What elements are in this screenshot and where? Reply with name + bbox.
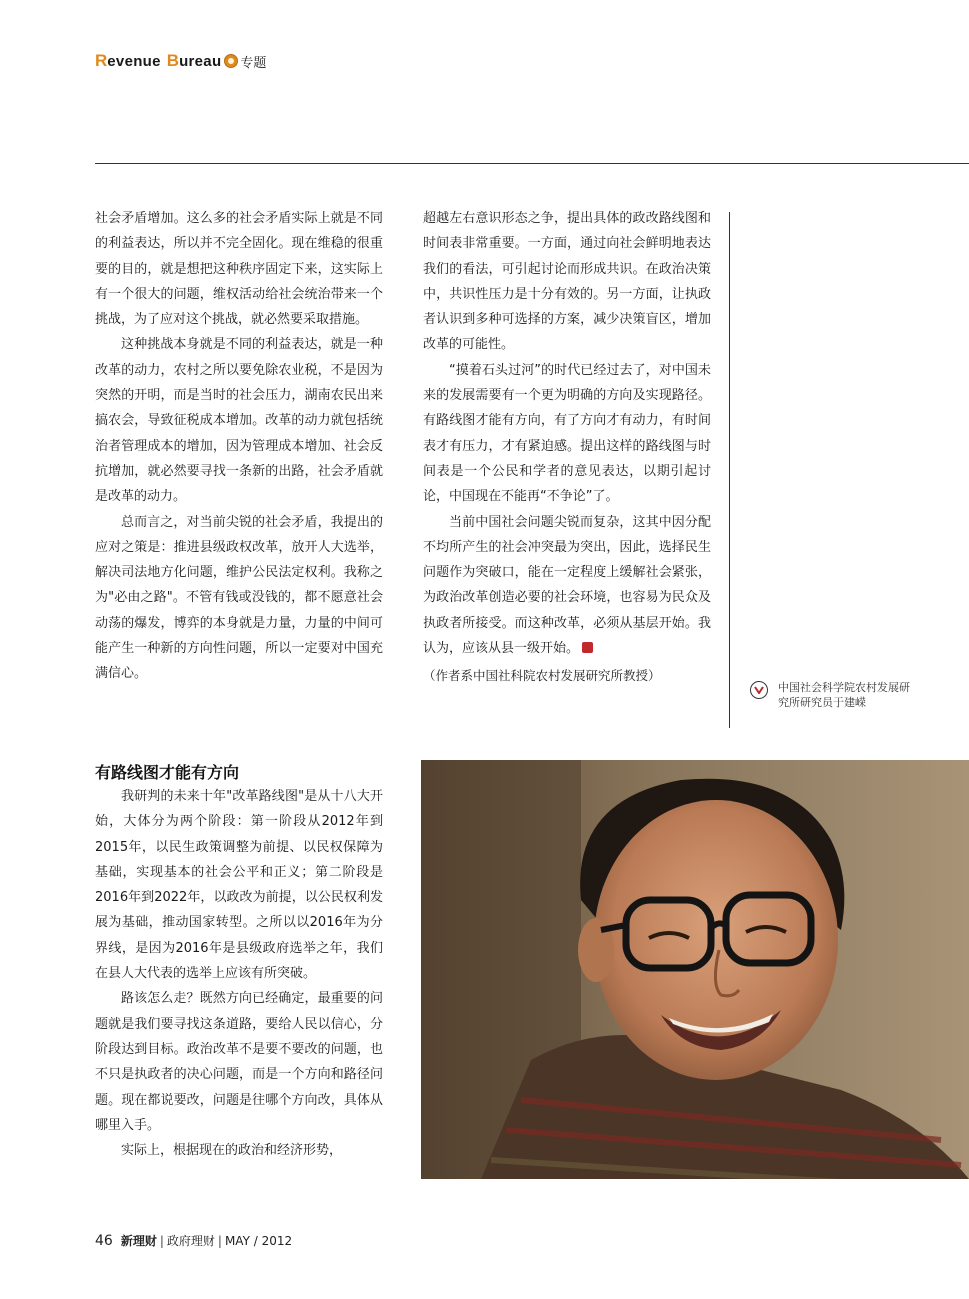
col2-paragraph-3-text: 当前中国社会问题尖锐而复杂，这其中因分配不均所产生的社会冲突最为突出，因此，选择民生问题作为突破口，能在一定程度上缓解社会紧张，为政治改革创造必要的社会环境，也容易为民众及执政者所接受。而这种改革，必须从基层开始。我认为，应该从县一级开始。	[423, 514, 711, 657]
col2-paragraph-1: 超越左右意识形态之争，提出具体的政改路线图和时间表非常重要。一方面，通过向社会鲜明地表达我们的看法，可引起讨论而形成共识。在政治决策中，共识性压力是十分有效的。另一方面，让执政者认识到多种可选择的方案，减少决策盲区，增加改革的可能性。	[423, 211, 711, 353]
footer-subtitle: 政府理财	[166, 1234, 215, 1248]
caption-text: 中国社会科学院农村发展研究所研究员于建嵘	[778, 681, 910, 709]
photo-caption	[750, 680, 910, 710]
col3-paragraph-2: 路该怎么走？既然方向已经确定，最重要的问题就是我们要寻找这条道路，要给人民以信心，分阶段达到目标。政治改革不是要不要改的问题，也不只是执政者的决心问题，而是一个方向和路径问题。现在都说要改，问题是往哪个方向改，具体从哪里入手。	[95, 991, 383, 1133]
article-column-2	[423, 206, 711, 689]
col3-paragraph-3: 实际上，根据现在的政治和经济形势，	[121, 1143, 343, 1159]
column-divider	[729, 212, 730, 728]
header-word2-initial: B	[166, 51, 180, 70]
footer-date: MAY / 2012	[224, 1233, 293, 1248]
article-column-3	[95, 784, 383, 1163]
header-section-label: 专题	[240, 55, 267, 71]
caption-chevron-icon	[750, 681, 768, 699]
footer-brand: 新理财	[120, 1234, 157, 1248]
page-footer	[95, 1232, 292, 1249]
col1-paragraph-1: 社会矛盾增加。这么多的社会矛盾实际上就是不同的利益表达，所以并不完全固化。现在维稳的很重要的目的，就是想把这种秩序固定下来，这实际上有一个很大的问题，维权活动给社会统治带来一个挑战，为了应对这个挑战，就必然要采取措施。	[95, 211, 383, 328]
header-word1-rest: evenue	[107, 52, 161, 70]
col2-paragraph-3	[423, 510, 711, 662]
page-number: 46	[95, 1232, 113, 1249]
header-divider	[95, 163, 969, 164]
col2-paragraph-2: “摸着石头过河”的时代已经过去了，对中国未来的发展需要有一个更为明确的方向及实现路径。有路线图才能有方向，有了方向才有动力，有时间表才有压力，才有紧迫感。提出这样的路线图与时间表是一个公民和学者的意见表达，以期引起讨论，中国现在不能再“不争论”了。	[423, 362, 711, 505]
article-column-1	[95, 206, 383, 687]
header-circle-icon	[224, 54, 238, 68]
header-word2-rest: ureau	[179, 52, 222, 70]
article-end-icon	[582, 642, 593, 653]
magazine-header	[95, 50, 266, 72]
col1-paragraph-3: 总而言之，对当前尖锐的社会矛盾，我提出的应对之策是：推进县级政权改革，放开人大选举，解决司法地方化问题，维护公民法定权利。我称之为"必由之路"。不管有钱或没钱的，都不愿意社会动荡的爆发，博弈的本身就是力量，力量的中间可能产生一种新的方向性问题，所以一定要对中国充满信心。	[95, 514, 383, 682]
section-heading: 有路线图才能有方向	[95, 763, 240, 782]
author-byline: （作者系中国社科院农村发展研究所教授）	[423, 668, 661, 684]
footer-separator: |	[217, 1233, 222, 1248]
col1-paragraph-2: 这种挑战本身就是不同的利益表达，就是一种改革的动力，农村之所以要免除农业税，不是因为突然的开明，而是当时的社会压力，湖南农民出来搞农会，导致征税成本增加。改革的动力就包括统治者管理成本的增加，因为管理成本增加、社会反抗增加，就必然要寻找一条新的出路，社会矛盾就是改革的动力。	[95, 337, 383, 505]
col3-paragraph-1: 我研判的未来十年"改革路线图"是从十八大开始，大体分为两个阶段：第一阶段从2012年到2015年，以民生政策调整为前提、以民权保障为基础，实现基本的社会公平和正义；第二阶段是2016年到2022年，以政改为前提，以公民权利发展为基础，推动国家转型。之所以以2016年为分界线，是因为2016年是县级政府选举之年，我们在县人大代表的选举上应该有所突破。	[95, 789, 383, 982]
footer-separator: |	[159, 1233, 164, 1248]
header-word1-initial: R	[95, 51, 108, 70]
portrait-photo	[421, 760, 969, 1179]
